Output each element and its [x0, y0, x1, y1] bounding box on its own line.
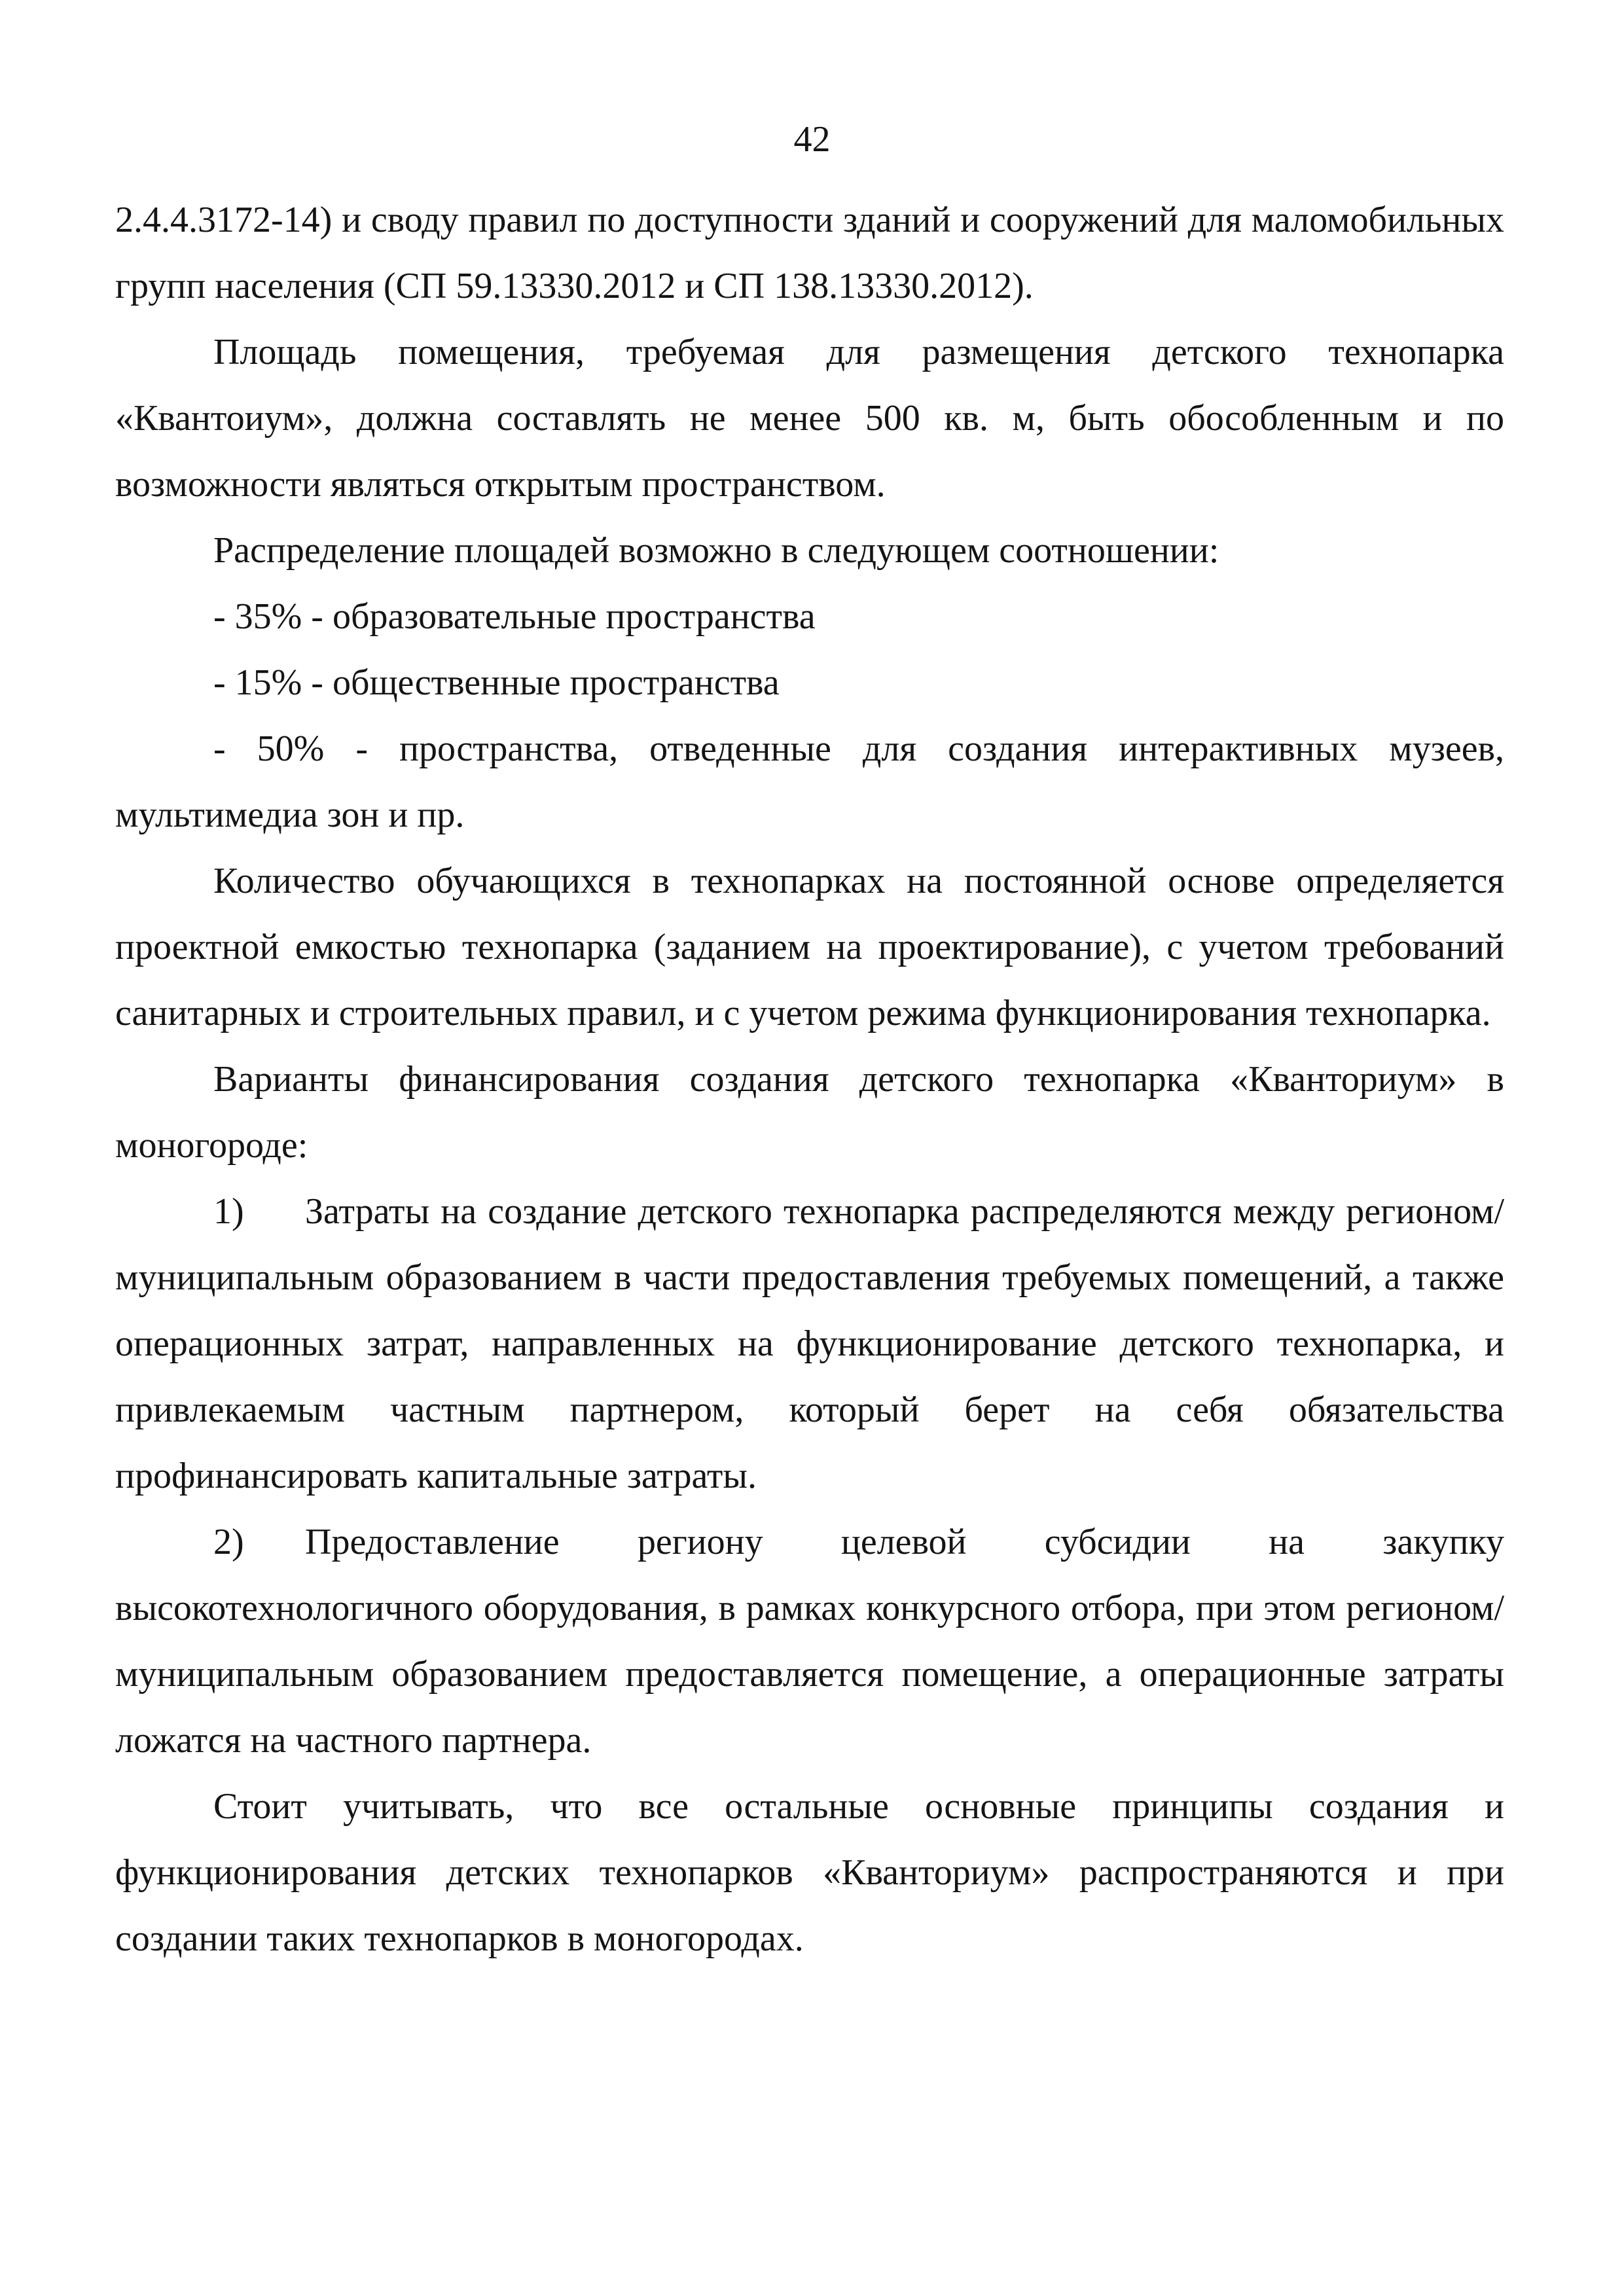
- paragraph-principles: Стоит учитывать, что все остальные основные принципы создания и функционирования детских технопарков «Кванториум» распространяются и при создании таких технопарков в моногородах.: [115, 1786, 1504, 1959]
- numbered-item-2-text: Предоставление региону целевой субсидии на закупку высокотехнологичного оборудования, в рамках конкурсного отбора, при этом регионом/муниципальным образованием предоставляется помещение, а операционные затраты ложатся на частного партнера.: [115, 1522, 1504, 1761]
- list-item-educational: - 35% - образовательные пространства: [213, 596, 816, 637]
- list-item-public: - 15% - общественные пространства: [213, 662, 780, 703]
- numbered-item-1-text: Затраты на создание детского технопарка распределяются между регионом/муниципальным образованием в части предоставления требуемых помещений, а также операционных затрат, направленных на функционирование детского технопарка, и привлекаемым частным партнером, который берет на себя обязательства профинансировать капитальные затраты.: [115, 1191, 1504, 1496]
- page-number: 42: [793, 119, 831, 160]
- paragraph-area-distribution: Распределение площадей возможно в следующем соотношении:: [213, 530, 1219, 571]
- paragraph-student-count: Количество обучающихся в технопарках на постоянной основе определяется проектной емкостью технопарка (заданием на проектирование), с учетом требований санитарных и строительных правил, и с учетом режима функционирования технопарка.: [115, 861, 1504, 1033]
- numbered-item-1-number: 1): [213, 1191, 244, 1232]
- paragraph-continuation: 2.4.4.3172-14) и своду правил по доступности зданий и сооружений для маломобильных групп населения (СП 59.13330.2012 и СП 138.13330.2012).: [115, 200, 1504, 306]
- list-item-interactive: - 50% - пространства, отведенные для создания интерактивных музеев, мультимедиа зон и пр.: [115, 728, 1504, 835]
- numbered-item-2-number: 2): [213, 1522, 244, 1562]
- paragraph-area-requirement: Площадь помещения, требуемая для размещения детского технопарка «Квантоиум», должна составлять не менее 500 кв. м, быть обособленным и по возможности являться открытым пространством.: [115, 332, 1504, 505]
- paragraph-financing-options: Варианты финансирования создания детского технопарка «Кванториум» в моногороде:: [115, 1059, 1504, 1166]
- document-body: [115, 187, 1504, 1972]
- numbered-item-1: [115, 1179, 1504, 1509]
- numbered-item-2: [115, 1509, 1504, 1774]
